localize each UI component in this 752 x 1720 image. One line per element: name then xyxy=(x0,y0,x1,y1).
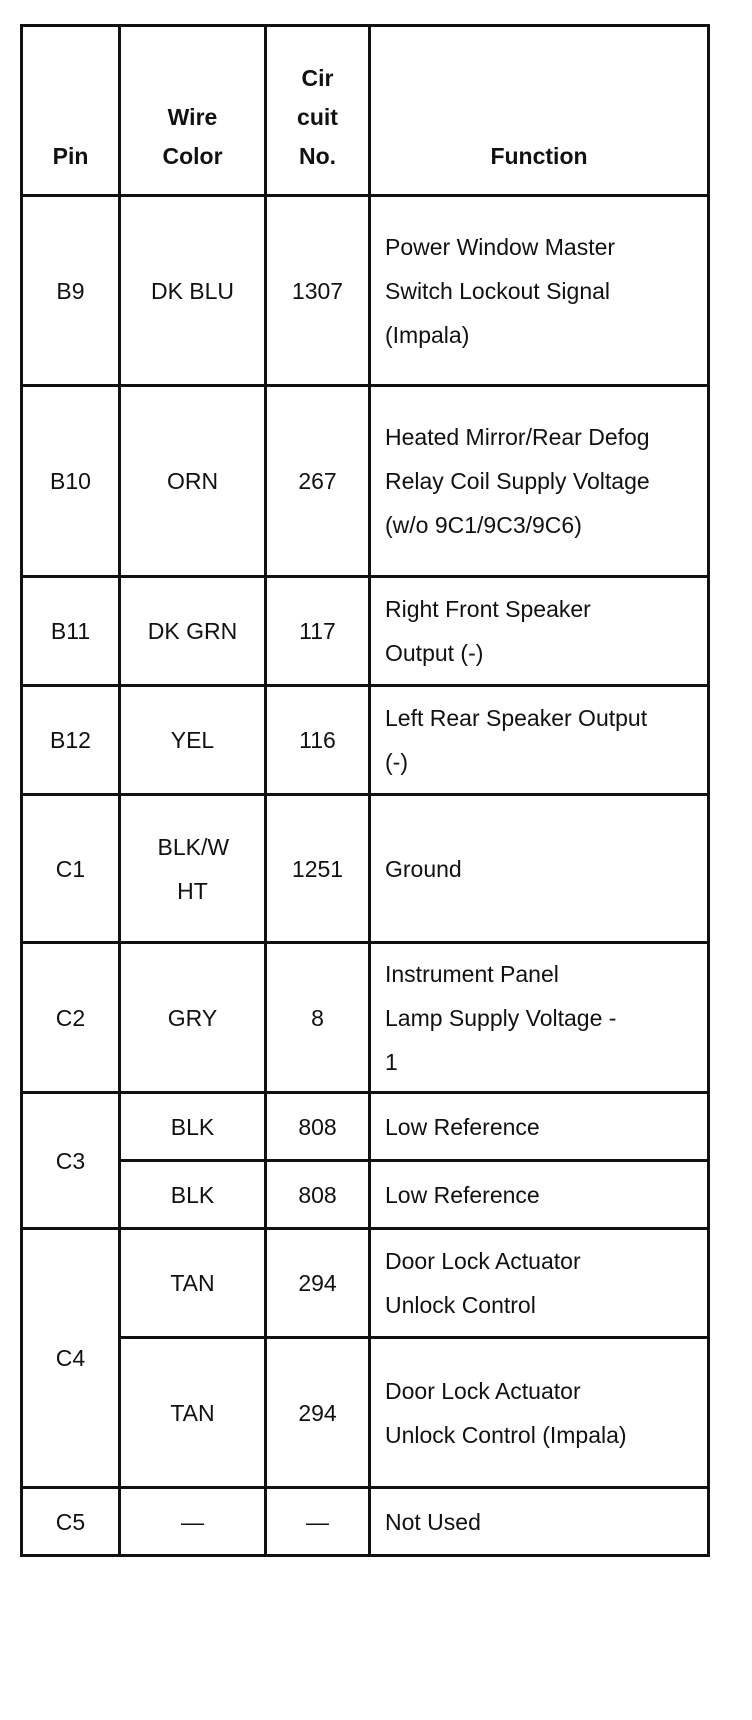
table-row xyxy=(22,386,709,577)
circuit-cell: 267 xyxy=(266,386,370,577)
function-cell: Ground xyxy=(370,795,709,943)
function-cell: Door Lock Actuator Unlock Control (Impala) xyxy=(370,1338,709,1488)
table-row xyxy=(22,943,709,1093)
circuit-cell: 117 xyxy=(266,577,370,686)
table-row xyxy=(22,1488,709,1556)
pin-cell: C5 xyxy=(22,1488,120,1556)
function-cell: Low Reference xyxy=(370,1161,709,1229)
table-row xyxy=(22,1229,709,1338)
header-circuit-no xyxy=(266,26,370,196)
function-cell: Power Window Master Switch Lockout Signal (Impala) xyxy=(370,196,709,386)
header-wire-color-text: Wire Color xyxy=(162,104,223,169)
pin-cell: C2 xyxy=(22,943,120,1093)
wire-color-text: BLK/W HT xyxy=(157,833,230,904)
circuit-cell: 808 xyxy=(266,1161,370,1229)
wire-color-cell: GRY xyxy=(120,943,266,1093)
connector-pinout-table xyxy=(20,24,710,1557)
pin-cell: B11 xyxy=(22,577,120,686)
function-cell: Door Lock Actuator Unlock Control xyxy=(370,1229,709,1338)
pin-cell: C4 xyxy=(22,1229,120,1488)
wire-color-cell: DK GRN xyxy=(120,577,266,686)
circuit-cell: 294 xyxy=(266,1229,370,1338)
table-row xyxy=(22,196,709,386)
table-row xyxy=(22,795,709,943)
wire-color-cell: BLK xyxy=(120,1161,266,1229)
table-row xyxy=(22,1338,709,1488)
circuit-cell: 1307 xyxy=(266,196,370,386)
function-cell: Low Reference xyxy=(370,1093,709,1161)
pin-cell: C1 xyxy=(22,795,120,943)
pin-cell: B9 xyxy=(22,196,120,386)
circuit-cell: — xyxy=(266,1488,370,1556)
wire-color-cell xyxy=(120,795,266,943)
wire-color-cell: ORN xyxy=(120,386,266,577)
pin-cell: B12 xyxy=(22,686,120,795)
wire-color-cell: TAN xyxy=(120,1338,266,1488)
header-pin: Pin xyxy=(22,26,120,196)
header-function: Function xyxy=(370,26,709,196)
pin-cell: B10 xyxy=(22,386,120,577)
wire-color-cell: DK BLU xyxy=(120,196,266,386)
function-cell: Instrument Panel Lamp Supply Voltage - 1 xyxy=(370,943,709,1093)
table-row xyxy=(22,1093,709,1161)
table-row xyxy=(22,686,709,795)
header-circuit-no-text: Cir cuit No. xyxy=(297,65,338,169)
function-cell: Left Rear Speaker Output (-) xyxy=(370,686,709,795)
wire-color-cell: BLK xyxy=(120,1093,266,1161)
circuit-cell: 1251 xyxy=(266,795,370,943)
circuit-cell: 116 xyxy=(266,686,370,795)
header-wire-color xyxy=(120,26,266,196)
wire-color-cell: YEL xyxy=(120,686,266,795)
wire-color-cell: TAN xyxy=(120,1229,266,1338)
table-row xyxy=(22,577,709,686)
circuit-cell: 808 xyxy=(266,1093,370,1161)
table-row xyxy=(22,1161,709,1229)
circuit-cell: 8 xyxy=(266,943,370,1093)
header-row xyxy=(22,26,709,196)
function-cell: Heated Mirror/Rear Defog Relay Coil Supply Voltage (w/o 9C1/9C3/9C6) xyxy=(370,386,709,577)
circuit-cell: 294 xyxy=(266,1338,370,1488)
function-cell: Not Used xyxy=(370,1488,709,1556)
wire-color-cell: — xyxy=(120,1488,266,1556)
function-cell: Right Front Speaker Output (-) xyxy=(370,577,709,686)
pin-cell: C3 xyxy=(22,1093,120,1229)
